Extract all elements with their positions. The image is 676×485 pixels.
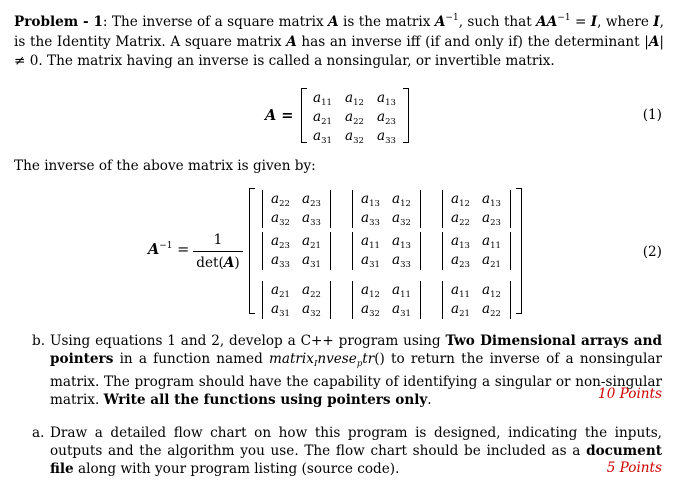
cofactor-entry: $a_{32}$ [302, 301, 321, 319]
cofactor-entry: $a_{11}$ [361, 233, 380, 251]
cofactor-entry: $a_{31}$ [302, 252, 321, 270]
task-a-label: a. [32, 425, 45, 441]
cofactor-entry: $a_{12}$ [482, 282, 501, 300]
matrix-entry: $a_{31}$ [313, 128, 332, 146]
problem-statement: Problem - 1: The inverse of a square matrix A is the matrix $A^{-1}$, such that $AA^{-1} = I$, where I, is the Identity Matrix. A square matrix A has an inverse iff (if and only if) the determinant |A| ≠ 0. The matrix having an inverse is called a nonsingular, or invertible matrix. [14, 13, 664, 69]
cofactor-entry: $a_{33}$ [392, 252, 411, 270]
cofactor-entry: $a_{23}$ [482, 210, 501, 228]
cofactor-entry: $a_{21}$ [302, 233, 321, 251]
cofactor-entry: $a_{23}$ [302, 191, 321, 209]
determinant-bar [262, 232, 263, 270]
cofactor-entry: $a_{11}$ [392, 282, 411, 300]
cofactor-entry: $a_{22}$ [482, 301, 501, 319]
cofactor-entry: $a_{13}$ [361, 191, 380, 209]
cofactor-entry: $a_{32}$ [271, 210, 290, 228]
cofactor-entry: $a_{12}$ [361, 282, 380, 300]
determinant-bar [420, 232, 421, 270]
eq2-lhs: $A^{-1}$ = [148, 241, 190, 258]
matrix-entry: $a_{21}$ [313, 109, 332, 127]
task-a-text: Draw a detailed flow chart on how this program is designed, indicating the inputs, outputs and the algorithm you use. The flow chart should be included as a document file along with your program listing (source code). [50, 425, 662, 477]
eq2-number: (2) [642, 244, 662, 260]
determinant-bar [330, 190, 331, 228]
inverse-intro-text: The inverse of the above matrix is given by: [14, 158, 316, 174]
cofactor-entry: $a_{22}$ [271, 191, 290, 209]
eq2-frac-denominator: det(A) [196, 255, 240, 271]
determinant-bar [330, 232, 331, 270]
determinant-bar [510, 281, 511, 319]
problem-heading: Problem - 1 [14, 14, 103, 30]
cofactor-entry: $a_{22}$ [302, 282, 321, 300]
matrix-entry: $a_{32}$ [345, 128, 364, 146]
cofactor-entry: $a_{31}$ [392, 301, 411, 319]
cofactor-entry: $a_{13}$ [392, 233, 411, 251]
task-b-points: 10 Points [598, 386, 662, 402]
determinant-bar [262, 190, 263, 228]
determinant-bar [352, 232, 353, 270]
cofactor-entry: $a_{21}$ [482, 252, 501, 270]
determinant-bar [510, 190, 511, 228]
determinant-bar [420, 281, 421, 319]
matrix-entry: $a_{33}$ [377, 128, 396, 146]
determinant-bar [352, 190, 353, 228]
matrix-entry: $a_{12}$ [345, 90, 364, 108]
matrix-entry: $a_{11}$ [313, 90, 332, 108]
cofactor-entry: $a_{23}$ [451, 252, 470, 270]
eq2-right-bracket [516, 188, 522, 314]
cofactor-entry: $a_{33}$ [271, 252, 290, 270]
cofactor-entry: $a_{33}$ [302, 210, 321, 228]
task-b [32, 332, 662, 409]
cofactor-entry: $a_{31}$ [271, 301, 290, 319]
cofactor-entry: $a_{31}$ [361, 252, 380, 270]
cofactor-entry: $a_{33}$ [361, 210, 380, 228]
eq1-right-bracket [403, 88, 409, 143]
cofactor-entry: $a_{12}$ [392, 191, 411, 209]
task-a-points: 5 Points [606, 460, 662, 476]
determinant-bar [352, 281, 353, 319]
eq2-left-bracket [249, 188, 255, 314]
matrix-entry: $a_{23}$ [377, 109, 396, 127]
determinant-bar [510, 232, 511, 270]
cofactor-entry: $a_{23}$ [271, 233, 290, 251]
cofactor-entry: $a_{11}$ [482, 233, 501, 251]
determinant-bar [442, 190, 443, 228]
determinant-bar [330, 281, 331, 319]
eq1-lhs: A = [265, 107, 294, 124]
cofactor-entry: $a_{22}$ [451, 210, 470, 228]
cofactor-entry: $a_{21}$ [451, 301, 470, 319]
cofactor-entry: $a_{13}$ [451, 233, 470, 251]
matrix-entry: $a_{13}$ [377, 90, 396, 108]
eq1-left-bracket [301, 88, 307, 143]
task-a [32, 424, 662, 478]
cofactor-entry: $a_{13}$ [482, 191, 501, 209]
determinant-bar [442, 281, 443, 319]
matrix-entry: $a_{22}$ [345, 109, 364, 127]
task-b-text: Using equations 1 and 2, develop a C++ program using Two Dimensional arrays and pointers in a function named matrix$_I$nvese$_p$tr() to return the inverse of a nonsingular matrix. The program should have the capability of identifying a singular or non-singular matrix. Write all the functions using pointers only. [50, 333, 662, 408]
eq2-frac-line [193, 251, 243, 252]
eq2-frac-numerator: 1 [213, 232, 223, 248]
eq1-number: (1) [642, 107, 662, 123]
determinant-bar [442, 232, 443, 270]
cofactor-entry: $a_{21}$ [271, 282, 290, 300]
cofactor-entry: $a_{32}$ [361, 301, 380, 319]
determinant-bar [262, 281, 263, 319]
determinant-bar [420, 190, 421, 228]
cofactor-entry: $a_{11}$ [451, 282, 470, 300]
cofactor-entry: $a_{32}$ [392, 210, 411, 228]
task-b-label: b. [32, 333, 46, 349]
cofactor-entry: $a_{12}$ [451, 191, 470, 209]
